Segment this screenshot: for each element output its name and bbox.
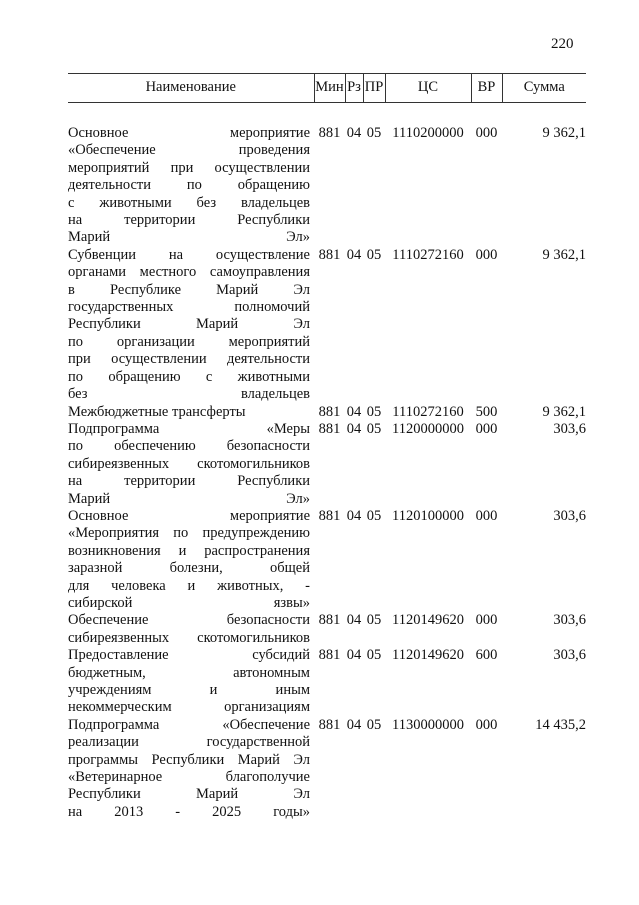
row-cs: 1120149620 bbox=[392, 647, 464, 664]
row-pr: 05 bbox=[366, 125, 382, 141]
row-sum: 303,6 bbox=[553, 612, 586, 629]
row-sum: 9 362,1 bbox=[542, 246, 586, 263]
row-rz: 04 bbox=[346, 716, 362, 733]
row-name-line: Обеспечение безопасности bbox=[68, 612, 310, 629]
row-name-line: Марий Эл» bbox=[68, 490, 310, 507]
row-name bbox=[68, 421, 314, 508]
row-name-line: возникновения и распространения bbox=[68, 542, 310, 559]
row-cs: 1120149620 bbox=[392, 612, 464, 629]
row-name-line: Подпрограмма «Обеспечение bbox=[68, 716, 310, 733]
row-pr: 05 bbox=[366, 403, 382, 420]
row-rz: 04 bbox=[346, 246, 362, 263]
row-name-line: бюджетным, автономным bbox=[68, 664, 310, 681]
row-sum: 303,6 bbox=[553, 420, 586, 437]
spacer-row bbox=[68, 103, 586, 126]
header-name: Наименование bbox=[68, 74, 314, 103]
table-header bbox=[68, 74, 586, 103]
row-cs: 1130000000 bbox=[392, 716, 464, 733]
row-pr: 05 bbox=[366, 246, 382, 263]
row-name-line: сибиреязвенных скотомогильников bbox=[68, 455, 310, 472]
row-name-line: Республики Марий Эл bbox=[68, 786, 310, 803]
header-pr: ПР bbox=[363, 74, 385, 103]
row-min: 881 bbox=[318, 403, 341, 420]
row-name-line: Республики Марий Эл bbox=[68, 316, 310, 333]
row-sum: 9 362,1 bbox=[542, 125, 586, 141]
header-cs: ЦС bbox=[385, 74, 471, 103]
row-name-line: некоммерческим организациям bbox=[68, 699, 310, 716]
row-name bbox=[68, 612, 314, 647]
row-min: 881 bbox=[318, 420, 341, 437]
row-rz: 04 bbox=[346, 507, 362, 524]
row-name-line: Субвенции на осуществление bbox=[68, 246, 310, 263]
row-name-line: государственных полномочий bbox=[68, 299, 310, 316]
row-vr: 500 bbox=[475, 403, 498, 420]
row-pr: 05 bbox=[366, 420, 382, 437]
row-min: 881 bbox=[318, 507, 341, 524]
row-name-line: Подпрограмма «Меры bbox=[68, 420, 310, 437]
row-name bbox=[68, 125, 314, 247]
row-name-line: с животными без владельцев bbox=[68, 194, 310, 211]
table-row bbox=[68, 647, 586, 717]
row-min: 881 bbox=[318, 647, 341, 664]
row-name-line: Основное мероприятие bbox=[68, 125, 310, 141]
row-name-line: «Ветеринарное благополучие bbox=[68, 769, 310, 786]
row-name-line: учреждениям и иным bbox=[68, 682, 310, 698]
row-pr: 05 bbox=[366, 716, 382, 733]
table-row bbox=[68, 612, 586, 647]
header-min: Мин bbox=[314, 74, 345, 103]
row-name-line: реализации государственной bbox=[68, 734, 310, 751]
row-name-line: при осуществлении деятельности bbox=[68, 351, 310, 368]
row-sum: 14 435,2 bbox=[535, 716, 586, 733]
row-min: 881 bbox=[318, 125, 341, 141]
row-name bbox=[68, 647, 314, 717]
row-name-line: на 2013 - 2025 годы» bbox=[68, 803, 310, 820]
row-pr: 05 bbox=[366, 647, 382, 664]
row-cs: 1110200000 bbox=[392, 125, 464, 141]
row-name-line: органами местного самоуправления bbox=[68, 264, 310, 281]
row-name-line: Марий Эл» bbox=[68, 229, 310, 246]
row-name-line: на территории Республики bbox=[68, 473, 310, 490]
row-name-line: по организации мероприятий bbox=[68, 333, 310, 350]
table-row bbox=[68, 125, 586, 247]
row-vr: 000 bbox=[475, 507, 498, 524]
row-name-line: «Мероприятия по предупреждению bbox=[68, 525, 310, 542]
row-min: 881 bbox=[318, 716, 341, 733]
row-min: 881 bbox=[318, 246, 341, 263]
row-name-line: Основное мероприятие bbox=[68, 507, 310, 524]
row-vr: 000 bbox=[475, 420, 498, 437]
row-cs: 1110272160 bbox=[392, 246, 464, 263]
row-name-line: заразной болезни, общей bbox=[68, 560, 310, 577]
row-sum: 303,6 bbox=[553, 507, 586, 524]
page-number: 220 bbox=[551, 36, 574, 52]
table-row bbox=[68, 404, 586, 421]
row-vr: 000 bbox=[475, 246, 498, 263]
row-name-line: Предоставление субсидий bbox=[68, 647, 310, 664]
row-name-line: сибиреязвенных скотомогильников bbox=[68, 629, 310, 646]
row-name-line: Межбюджетные трансферты bbox=[68, 403, 246, 420]
row-rz: 04 bbox=[346, 125, 362, 141]
table-row bbox=[68, 508, 586, 612]
row-cs: 1120000000 bbox=[392, 420, 464, 437]
header-vr: ВР bbox=[471, 74, 502, 103]
row-rz: 04 bbox=[346, 403, 362, 420]
row-vr: 000 bbox=[475, 716, 498, 733]
row-cs: 1120100000 bbox=[392, 507, 464, 524]
row-name-line: мероприятий при осуществлении bbox=[68, 159, 310, 176]
row-rz: 04 bbox=[346, 612, 362, 629]
row-name bbox=[68, 508, 314, 612]
table-row bbox=[68, 421, 586, 508]
row-name-line: в Республике Марий Эл bbox=[68, 281, 310, 298]
table-row bbox=[68, 717, 586, 821]
row-pr: 05 bbox=[366, 507, 382, 524]
row-vr: 000 bbox=[475, 612, 498, 629]
row-name bbox=[68, 717, 314, 821]
row-name-line: на территории Республики bbox=[68, 212, 310, 229]
row-sum: 9 362,1 bbox=[542, 403, 586, 420]
row-name-line: программы Республики Марий Эл bbox=[68, 751, 310, 768]
header-rz: Рз bbox=[345, 74, 363, 103]
table-body bbox=[68, 103, 586, 822]
row-vr: 000 bbox=[475, 125, 498, 141]
row-name-line: по обеспечению безопасности bbox=[68, 438, 310, 455]
row-min: 881 bbox=[318, 612, 341, 629]
row-vr: 600 bbox=[475, 647, 498, 664]
budget-table bbox=[68, 73, 586, 821]
row-sum: 303,6 bbox=[553, 647, 586, 664]
table-row bbox=[68, 247, 586, 404]
row-cs: 1110272160 bbox=[392, 403, 464, 420]
row-rz: 04 bbox=[346, 420, 362, 437]
row-name-line: по обращению с животными bbox=[68, 368, 310, 385]
row-name-line: деятельности по обращению bbox=[68, 177, 310, 194]
header-sum: Сумма bbox=[502, 74, 586, 103]
row-name-line: сибирской язвы» bbox=[68, 594, 310, 611]
row-name-line: без владельцев bbox=[68, 386, 310, 403]
row-rz: 04 bbox=[346, 647, 362, 664]
row-name-line: «Обеспечение проведения bbox=[68, 142, 310, 159]
row-name bbox=[68, 247, 314, 404]
row-name bbox=[68, 404, 314, 421]
row-pr: 05 bbox=[366, 612, 382, 629]
row-name-line: для человека и животных, - bbox=[68, 577, 310, 594]
